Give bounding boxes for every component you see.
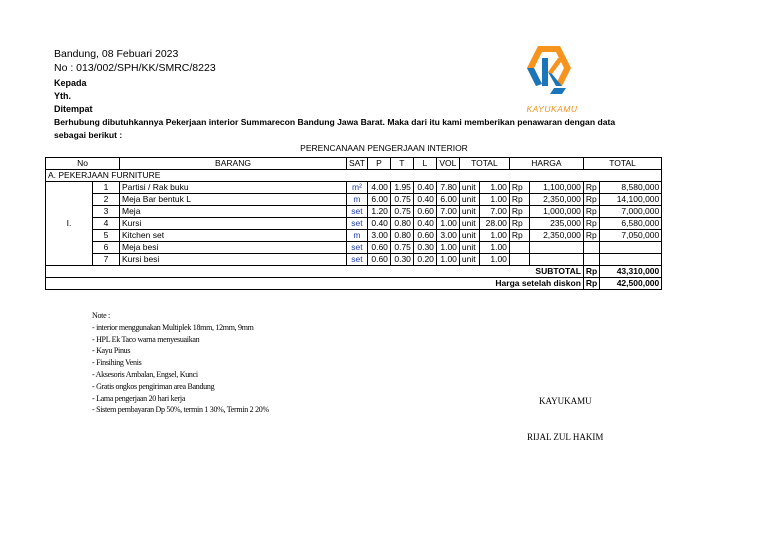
row-vol: 7.80 <box>436 182 459 194</box>
row-vol-unit: unit <box>459 206 479 218</box>
row-total: 7,000,000 <box>600 206 662 218</box>
row-item: Kitchen set <box>120 230 347 242</box>
header-vol: VOL <box>436 158 459 170</box>
row-t: 0.30 <box>390 254 413 266</box>
table-row <box>46 242 662 254</box>
table-header-row <box>46 158 662 170</box>
row-t: 0.80 <box>390 218 413 230</box>
row-vol-unit: unit <box>459 254 479 266</box>
row-vol-unit: unit <box>459 194 479 206</box>
row-total <box>600 242 662 254</box>
row-sat: set <box>347 254 368 266</box>
row-qty: 1.00 <box>479 194 509 206</box>
row-rp1: Rp <box>509 194 529 206</box>
row-rp2 <box>583 242 599 254</box>
row-item: Partisi / Rak buku <box>120 182 347 194</box>
row-total <box>600 254 662 266</box>
letter-yth: Yth. <box>54 91 71 101</box>
row-total: 14,100,000 <box>600 194 662 206</box>
row-qty: 1.00 <box>479 230 509 242</box>
row-p: 0.60 <box>367 242 390 254</box>
table-row <box>46 218 662 230</box>
letter-number: No : 013/002/SPH/KK/SMRC/8223 <box>54 62 216 74</box>
row-rp2 <box>583 254 599 266</box>
row-p: 6.00 <box>367 194 390 206</box>
row-l: 0.40 <box>413 218 436 230</box>
row-vol-unit: unit <box>459 218 479 230</box>
row-total: 7,050,000 <box>600 230 662 242</box>
section-label: A. PEKERJAAN FURNITURE <box>46 170 662 182</box>
row-qty: 1.00 <box>479 254 509 266</box>
row-price: 1,000,000 <box>529 206 583 218</box>
row-price <box>529 242 583 254</box>
row-no: 1 <box>93 182 120 194</box>
row-no: 4 <box>93 218 120 230</box>
row-no: 6 <box>93 242 120 254</box>
table-row <box>46 254 662 266</box>
row-vol-unit: unit <box>459 242 479 254</box>
row-vol: 3.00 <box>436 230 459 242</box>
row-t: 1.95 <box>390 182 413 194</box>
row-sat: m² <box>347 182 368 194</box>
subtotal-label: SUBTOTAL <box>46 266 584 278</box>
signature-company: KAYUKAMU <box>539 396 592 406</box>
letter-body-line2: sebagai berikut : <box>54 130 123 140</box>
row-vol-unit: unit <box>459 182 479 194</box>
subtotal-row <box>46 266 662 278</box>
row-l: 0.40 <box>413 182 436 194</box>
row-no: 2 <box>93 194 120 206</box>
row-rp1: Rp <box>509 206 529 218</box>
row-rp1: Rp <box>509 218 529 230</box>
row-no: 5 <box>93 230 120 242</box>
letter-ditempat: Ditempat <box>54 104 93 114</box>
row-qty: 7.00 <box>479 206 509 218</box>
header-total: TOTAL <box>459 158 509 170</box>
table-row <box>46 230 662 242</box>
hexagon-k-logo-icon <box>512 44 604 104</box>
letter-body-line1: Berhubung dibutuhkannya Pekerjaan interior Summarecon Bandung Jawa Barat. Maka dari itu kami memberikan penawaran dengan data <box>54 117 616 127</box>
row-sat: set <box>347 242 368 254</box>
discount-row <box>46 278 662 290</box>
letter-date: Bandung, 08 Febuari 2023 <box>54 48 179 60</box>
row-vol: 7.00 <box>436 206 459 218</box>
row-t: 0.75 <box>390 206 413 218</box>
signature-name: RIJAL ZUL HAKIM <box>527 432 604 442</box>
row-rp2: Rp <box>583 206 599 218</box>
header-p: P <box>367 158 390 170</box>
table-row <box>46 206 662 218</box>
header-t: T <box>390 158 413 170</box>
row-t: 0.75 <box>390 194 413 206</box>
row-rp1: Rp <box>509 182 529 194</box>
row-qty: 1.00 <box>479 182 509 194</box>
row-rp2: Rp <box>583 182 599 194</box>
row-l: 0.60 <box>413 230 436 242</box>
row-l: 0.30 <box>413 242 436 254</box>
row-vol: 1.00 <box>436 254 459 266</box>
row-vol: 1.00 <box>436 218 459 230</box>
header-barang: BARANG <box>120 158 347 170</box>
row-l: 0.60 <box>413 206 436 218</box>
row-p: 0.40 <box>367 218 390 230</box>
note-item: - Kayu Pinus <box>92 346 131 356</box>
row-total: 8,580,000 <box>600 182 662 194</box>
header-sat: SAT <box>347 158 368 170</box>
header-total-price: TOTAL <box>583 158 661 170</box>
notes-heading: Note : <box>92 311 110 320</box>
note-item: - Sistem pembayaran Dp 50%, termin 1 30%, Termin 2 20% <box>92 405 269 415</box>
row-qty: 28.00 <box>479 218 509 230</box>
discount-rp: Rp <box>583 278 599 290</box>
quotation-table <box>45 157 662 290</box>
row-price: 2,350,000 <box>529 230 583 242</box>
row-rp2: Rp <box>583 230 599 242</box>
row-no: 3 <box>93 206 120 218</box>
row-sat: m <box>347 194 368 206</box>
row-sat: set <box>347 206 368 218</box>
notes-section <box>92 310 269 416</box>
row-vol: 6.00 <box>436 194 459 206</box>
row-item: Kursi besi <box>120 254 347 266</box>
row-l: 0.40 <box>413 194 436 206</box>
table-title: PERENCANAAN PENGERJAAN INTERIOR <box>300 143 468 153</box>
row-rp2: Rp <box>583 218 599 230</box>
header-harga: HARGA <box>509 158 583 170</box>
row-sat: set <box>347 218 368 230</box>
discount-value: 42,500,000 <box>600 278 662 290</box>
row-rp2: Rp <box>583 194 599 206</box>
note-item: - interior menggunakan Multiplek 18mm, 12mm, 9mm <box>92 322 254 332</box>
note-item: - Lama pengerjaan 20 hari kerja <box>92 393 186 403</box>
row-item: Meja besi <box>120 242 347 254</box>
row-price: 235,000 <box>529 218 583 230</box>
row-no: 7 <box>93 254 120 266</box>
row-rp1: Rp <box>509 230 529 242</box>
subtotal-value: 43,310,000 <box>600 266 662 278</box>
letter-kepada: Kepada <box>54 78 87 88</box>
row-item: Meja <box>120 206 347 218</box>
note-item: - Finsihing Venis <box>92 358 142 368</box>
table-row <box>46 182 662 194</box>
row-t: 0.80 <box>390 230 413 242</box>
row-item: Kursi <box>120 218 347 230</box>
row-p: 0.60 <box>367 254 390 266</box>
row-vol: 1.00 <box>436 242 459 254</box>
row-price: 1,100,000 <box>529 182 583 194</box>
row-price: 2,350,000 <box>529 194 583 206</box>
row-rp1 <box>509 254 529 266</box>
discount-label: Harga setelah diskon <box>46 278 584 290</box>
row-total: 6,580,000 <box>600 218 662 230</box>
brand-name: KAYUKAMU <box>526 104 578 114</box>
row-item: Meja Bar bentuk L <box>120 194 347 206</box>
row-qty: 1.00 <box>479 242 509 254</box>
row-p: 4.00 <box>367 182 390 194</box>
header-l: L <box>413 158 436 170</box>
row-price <box>529 254 583 266</box>
row-sat: m <box>347 230 368 242</box>
note-item: - HPL Ek Taco warna menyesuaikan <box>92 334 200 344</box>
note-item: - Aksesoris Ambalan, Engsel, Kunci <box>92 369 198 379</box>
row-l: 0.20 <box>413 254 436 266</box>
note-item: - Gratis ongkos pengiriman area Bandung <box>92 381 215 391</box>
row-p: 1.20 <box>367 206 390 218</box>
section-row <box>46 170 662 182</box>
row-rp1 <box>509 242 529 254</box>
row-p: 3.00 <box>367 230 390 242</box>
subtotal-rp: Rp <box>583 266 599 278</box>
header-no: No <box>46 158 120 170</box>
table-row <box>46 194 662 206</box>
row-vol-unit: unit <box>459 230 479 242</box>
row-t: 0.75 <box>390 242 413 254</box>
group-label: I. <box>46 182 93 266</box>
